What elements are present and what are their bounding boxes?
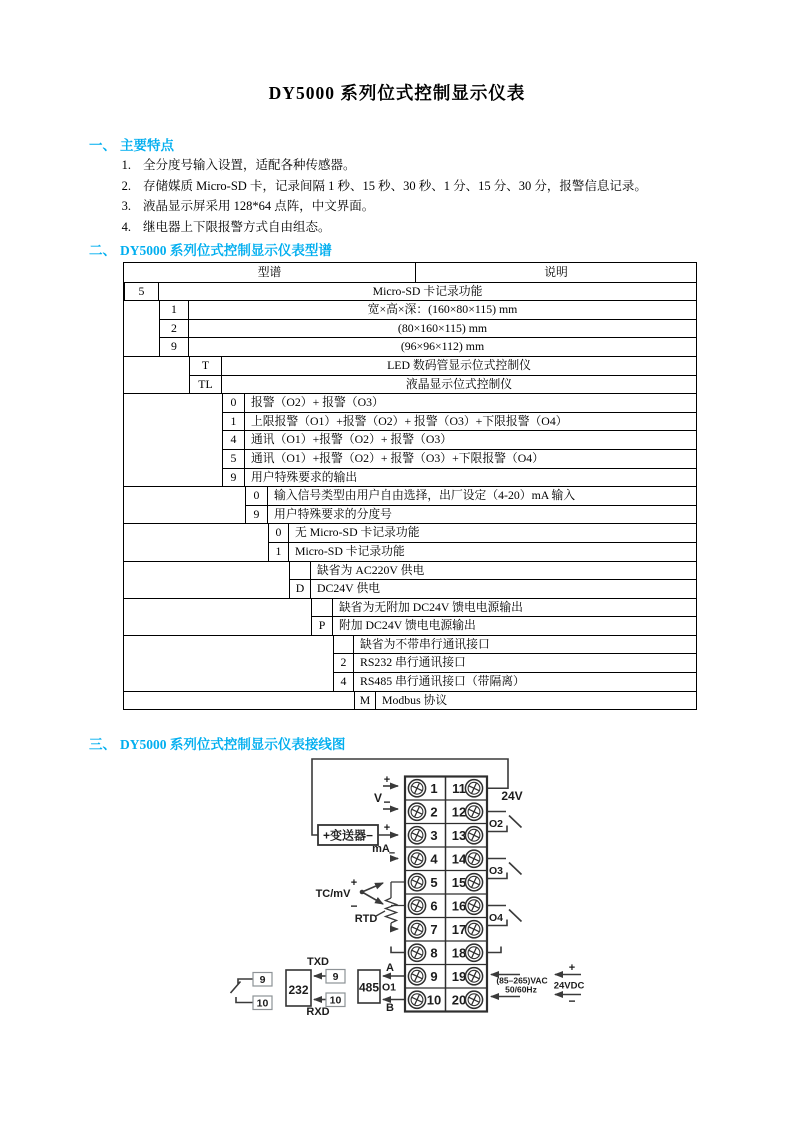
table-row [159, 319, 696, 338]
desc-cell: Micro-SD 卡记录功能 [372, 283, 483, 298]
table-row [289, 562, 696, 580]
label-rxd: RXD [306, 1006, 330, 1018]
relay-contact-symbol [231, 979, 254, 1003]
terminal-number: 6 [430, 898, 438, 914]
table-header-description: 说明 [544, 265, 568, 279]
terminal-number: 18 [451, 945, 467, 961]
label-tc-mv: TC/mV [315, 888, 351, 900]
terminal-number: 20 [451, 992, 467, 1008]
terminal-number: 12 [451, 804, 467, 820]
section-number: 二、 [89, 243, 116, 258]
table-group-rows [159, 301, 696, 356]
desc-cell: 缺省为 AC220V 供电 [317, 562, 425, 577]
label-rs232: 232 [288, 983, 309, 997]
terminal-screw-icon [465, 803, 482, 820]
desc-cell: 用户特殊要求的分度号 [274, 506, 392, 521]
terminal-number: 14 [451, 851, 467, 867]
table-group [124, 283, 696, 301]
code-cell: 1 [159, 301, 189, 319]
table-row [189, 375, 696, 394]
label-o2: O2 [488, 818, 504, 830]
code-cell: T [189, 357, 222, 375]
section-number: 一、 [89, 138, 116, 153]
terminal-number: 8 [430, 945, 438, 961]
spectrum-table-body [124, 283, 696, 710]
desc-cell: RS232 串行通讯接口 [360, 655, 466, 670]
terminal-block [405, 777, 487, 1012]
terminal-screw-icon [465, 827, 482, 844]
spectrum-table [123, 262, 697, 710]
table-group-rows [124, 283, 696, 301]
desc-cell: 报警（O2）+ 报警（O3） [251, 395, 384, 410]
desc-cell: RS485 串行通讯接口（带隔离） [360, 674, 525, 689]
table-row [222, 449, 696, 468]
table-group-spacer [124, 487, 245, 523]
desc-cell: Micro-SD 卡记录功能 [295, 543, 405, 558]
terminal-screw-icon [465, 944, 482, 961]
terminal-screw-icon [465, 874, 482, 891]
label-v-minus: − [383, 795, 391, 809]
terminal-number: 1 [430, 780, 438, 796]
table-row [311, 616, 696, 635]
terminal-screw-icon [465, 991, 482, 1008]
label-o3: O3 [488, 865, 504, 877]
table-group [124, 356, 696, 393]
table-row [222, 468, 696, 487]
table-row [311, 599, 696, 617]
section-title: DY5000 系列位式控制显示仪表型谱 [120, 243, 332, 258]
terminal-screw-icon [465, 897, 482, 914]
label-pin9: 9 [332, 971, 339, 983]
code-cell: 4 [222, 431, 245, 449]
table-group-spacer [124, 636, 333, 691]
tc-plus-wire [362, 883, 383, 892]
code-cell: 2 [159, 320, 189, 338]
code-cell: 1 [268, 543, 289, 561]
feature-item [117, 176, 647, 197]
table-group [124, 486, 696, 523]
terminal-screw-icon [465, 921, 482, 938]
terminal-screw-icon [408, 991, 425, 1008]
code-cell: 0 [268, 524, 289, 542]
code-cell: M [354, 692, 376, 710]
terminal-number: 10 [426, 992, 442, 1008]
section-number: 三、 [89, 737, 116, 752]
section-heading-wiring [89, 733, 345, 753]
code-cell: P [311, 617, 333, 635]
table-row [245, 487, 696, 505]
terminal-number: 4 [430, 851, 438, 867]
desc-cell: 液晶显示位式控制仪 [405, 376, 513, 391]
table-header-typecode: 型谱 [124, 263, 416, 282]
code-cell [311, 599, 333, 617]
table-row [222, 394, 696, 412]
terminal-screw-icon [408, 874, 425, 891]
table-group-spacer [124, 357, 189, 393]
terminal-number: 17 [451, 921, 467, 937]
desc-cell: 附加 DC24V 馈电电源输出 [339, 618, 476, 633]
label-24v: 24V [501, 789, 523, 803]
table-group-rows [189, 357, 696, 393]
terminal-number: 7 [430, 921, 438, 937]
rtd-pointer-line [376, 911, 385, 916]
terminal-screw-icon [408, 803, 425, 820]
table-group-spacer [124, 562, 289, 598]
table-row [159, 337, 696, 356]
table-row [245, 505, 696, 524]
desc-cell: 缺省为无附加 DC24V 馈电电源输出 [339, 599, 523, 614]
label-ac-supply: (85–265)VAC [496, 975, 548, 986]
label-tc-minus: − [350, 899, 358, 913]
table-group [124, 523, 696, 560]
desc-cell: 通讯（O1）+报警（O2）+ 报警（O3） [251, 432, 453, 447]
desc-cell: 通讯（O1）+报警（O2）+ 报警（O3）+下限报警（O4） [251, 450, 544, 465]
desc-cell: 输入信号类型由用户自由选择，出厂设定（4-20）mA 输入 [274, 488, 576, 503]
label-v: V [373, 791, 383, 805]
label-o4: O4 [488, 912, 504, 924]
feature-item-number: 1. [121, 158, 131, 172]
spectrum-table-header [124, 263, 696, 283]
terminal-number: 19 [451, 968, 467, 984]
table-group-spacer [124, 692, 354, 710]
rtd-wire [391, 923, 398, 929]
feature-item-number: 2. [121, 178, 131, 193]
desc-cell: 无 Micro-SD 卡记录功能 [295, 525, 420, 540]
terminal-number: 11 [452, 780, 466, 796]
feature-item-text: 继电器上下限报警方式自由组态。 [143, 219, 331, 234]
terminal8-stub-wire [391, 947, 405, 953]
label-switch-pin10: 10 [256, 997, 269, 1010]
label-ma-plus: + [383, 822, 391, 834]
table-row [124, 283, 696, 301]
feature-item [117, 217, 647, 238]
terminal-number: 13 [451, 827, 467, 843]
feature-item [117, 155, 647, 176]
label-ac-freq: 50/60Hz [505, 984, 537, 995]
table-group [124, 300, 696, 356]
table-group [124, 691, 696, 710]
label-ma: mA [372, 843, 390, 855]
terminal-screw-icon [408, 968, 425, 985]
label-ma-minus: − [388, 847, 396, 860]
code-cell: 4 [333, 673, 354, 691]
table-row [333, 636, 696, 654]
label-tc-plus: + [350, 877, 358, 889]
table-row [333, 653, 696, 672]
sensor-bus-wire [391, 882, 404, 906]
code-cell: D [289, 580, 311, 598]
section-heading-features [89, 134, 174, 154]
desc-cell: 缺省为不带串行通讯接口 [360, 636, 490, 651]
table-row [159, 301, 696, 319]
terminal-screw-icon [408, 921, 425, 938]
table-row [354, 692, 696, 710]
table-group-rows [289, 562, 696, 598]
terminal-number: 9 [430, 968, 438, 984]
table-group-spacer [124, 301, 159, 356]
table-group-spacer [124, 599, 311, 635]
desc-cell: (96×96×112) mm [400, 339, 485, 354]
table-group-rows [354, 692, 696, 710]
feature-item-text: 全分度号输入设置，适配各种传感器。 [143, 158, 356, 172]
label-rtd: RTD [354, 913, 378, 925]
section-heading-spectrum [89, 239, 332, 259]
code-cell: 9 [159, 338, 189, 356]
feature-item [117, 196, 647, 217]
terminal-screw-icon [408, 780, 425, 797]
label-dc-minus: − [568, 994, 576, 1008]
wiring-diagram [140, 753, 620, 1045]
desc-cell: LED 数码管显示位式控制仪 [387, 357, 531, 372]
code-cell [289, 562, 311, 580]
label-rs485: 485 [358, 980, 380, 995]
desc-cell: Modbus 协议 [382, 692, 448, 707]
rtd-resistor-icon [386, 898, 397, 923]
desc-cell: (80×160×115) mm [397, 320, 488, 335]
code-cell: 5 [222, 450, 245, 468]
desc-cell: 用户特殊要求的输出 [251, 469, 358, 484]
code-cell: 2 [333, 654, 354, 672]
section-title: DY5000 系列位式控制显示仪表接线图 [120, 737, 346, 752]
code-cell: 9 [222, 469, 245, 487]
label-txd: TXD [307, 956, 329, 968]
table-group-rows [222, 394, 696, 486]
terminal-number: 16 [451, 898, 467, 914]
page-title: DY5000 系列位式控制显示仪表 [268, 83, 526, 103]
terminal-screw-icon [408, 827, 425, 844]
table-group-rows [311, 599, 696, 635]
table-row [222, 430, 696, 449]
label-v-plus: + [383, 774, 391, 786]
label-dc-plus: + [568, 962, 576, 974]
code-cell: 0 [222, 394, 245, 412]
code-cell: 5 [124, 283, 159, 301]
table-row [333, 672, 696, 691]
code-cell: TL [189, 376, 222, 394]
label-dc-supply: 24VDC [553, 980, 585, 992]
terminal-screw-icon [408, 850, 425, 867]
table-row [189, 357, 696, 375]
table-group-spacer [124, 524, 268, 560]
label-line-a: A [386, 962, 394, 974]
code-cell: 9 [245, 506, 268, 524]
table-row [268, 542, 696, 561]
label-line-b: B [386, 1002, 394, 1014]
terminal-number: 3 [430, 827, 438, 843]
terminal18-stub-wire [487, 947, 501, 953]
feature-item-text: 存储媒质 Micro-SD 卡，记录间隔 1 秒、15 秒、30 秒、1 分、15 分、30 分，报警信息记录。 [143, 178, 647, 193]
terminal-number: 5 [430, 874, 438, 890]
table-row [289, 579, 696, 598]
table-group [124, 598, 696, 635]
terminal-number: 2 [430, 804, 438, 820]
table-group [124, 635, 696, 691]
table-group-rows [245, 487, 696, 523]
terminal-screw-icon [408, 897, 425, 914]
label-transmitter: +变送器− [322, 828, 374, 843]
label-o1: O1 [381, 981, 397, 994]
feature-list [117, 155, 647, 237]
table-group [124, 393, 696, 486]
terminal-screw-icon [465, 968, 482, 985]
table-group-spacer [124, 394, 222, 486]
label-switch-pin9: 9 [259, 974, 266, 986]
code-cell: 0 [245, 487, 268, 505]
table-group-rows [333, 636, 696, 691]
tc-minus-wire [362, 892, 383, 904]
terminal-number: 15 [451, 874, 467, 890]
code-cell: 1 [222, 413, 245, 431]
table-group [124, 561, 696, 598]
table-row [268, 524, 696, 542]
table-row [222, 412, 696, 431]
feature-item-text: 液晶显示屏采用 128*64 点阵，中文界面。 [143, 199, 375, 214]
table-group-rows [268, 524, 696, 560]
terminal-screw-icon [408, 944, 425, 961]
terminal-screw-icon [465, 850, 482, 867]
code-cell [333, 636, 354, 654]
desc-cell: DC24V 供电 [317, 581, 381, 596]
feature-item-number: 3. [121, 199, 131, 214]
label-pin10: 10 [329, 994, 342, 1007]
section-title: 主要特点 [120, 138, 174, 153]
desc-cell: 宽×高×深：(160×80×115) mm [367, 302, 518, 317]
terminal-screw-icon [465, 780, 482, 797]
desc-cell: 上限报警（O1）+报警（O2）+ 报警（O3）+下限报警（O4） [251, 413, 568, 428]
feature-item-number: 4. [121, 219, 131, 234]
